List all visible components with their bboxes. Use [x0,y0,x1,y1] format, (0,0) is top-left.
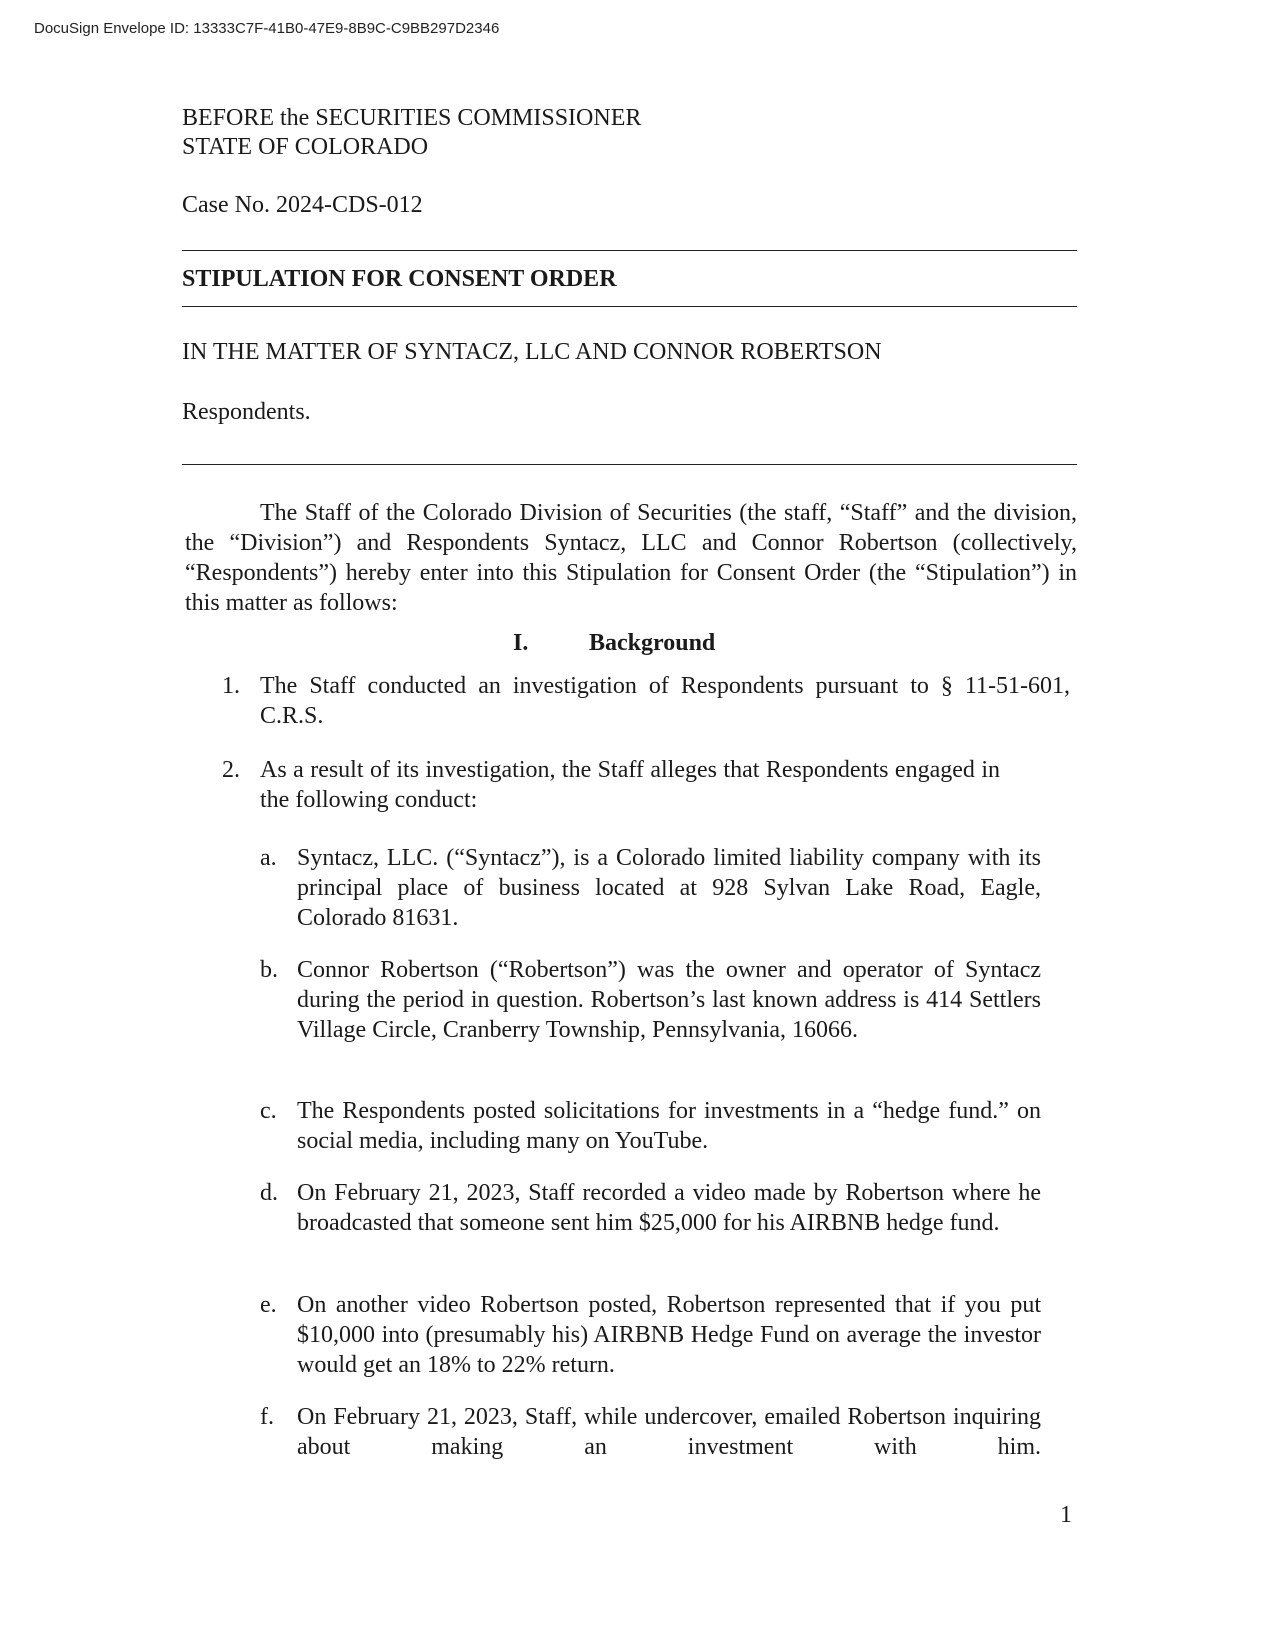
sub-list-item-text: Syntacz, LLC. (“Syntacz”), is a Colorado limited liability company with its principal place of business located at 928 Sylvan Lake Road, Eagle, Colorado 81631. [297,845,1041,931]
sub-list-item-marker: e. [260,1292,277,1318]
sub-list-item-marker: a. [260,845,277,871]
divider-top [182,250,1077,251]
list-item-marker: 1. [222,673,240,699]
respondents-label: Respondents. [182,399,311,425]
list-item-text: As a result of its investigation, the Staff alleges that Respondents engaged in the following conduct: [260,757,1000,813]
sub-list-item-text: On another video Robertson posted, Robertson represented that if you put $10,000 into (presumably his) AIRBNB Hedge Fund on average the investor would get an 18% to 22% return. [297,1292,1041,1378]
list-item-marker: 2. [222,757,240,783]
court-heading-line2: STATE OF COLORADO [182,134,429,160]
sub-list-item-marker: b. [260,957,278,983]
sub-list-item-text: On February 21, 2023, Staff, while undercover, emailed Robertson inquiring about making an investment with him. [297,1404,1041,1460]
docusign-envelope-id: DocuSign Envelope ID: 13333C7F-41B0-47E9-8B9C-C9BB297D2346 [34,20,500,37]
divider-caption [182,464,1077,465]
section-title: Background [589,630,716,656]
court-heading-line1: BEFORE the SECURITIES COMMISSIONER [182,105,642,131]
divider-title [182,306,1077,307]
matter-caption: IN THE MATTER OF SYNTACZ, LLC AND CONNOR ROBERTSON [182,339,882,365]
sub-list-item-marker: f. [260,1404,274,1430]
sub-list-item-text: On February 21, 2023, Staff recorded a video made by Robertson where he broadcasted that someone sent him $25,000 for his AIRBNB hedge fund. [297,1180,1041,1236]
document-title: STIPULATION FOR CONSENT ORDER [182,266,617,292]
sub-list-item-marker: d. [260,1180,278,1206]
sub-list-item-marker: c. [260,1098,277,1124]
intro-paragraph: The Staff of the Colorado Division of Securities (the staff, “Staff” and the division, the “Division”) and Respondents Syntacz, LLC and Connor Robertson (collectively, “Respondents”) hereby enter into this Stipulation for Consent Order (the “Stipulation”) in this matter as follows: [185,500,1077,616]
list-item-text: The Staff conducted an investigation of Respondents pursuant to § 11-51-601, C.R.S. [260,673,1070,729]
sub-list-item-text: Connor Robertson (“Robertson”) was the owner and operator of Syntacz during the period in question. Robertson’s last known address is 414 Settlers Village Circle, Cranberry Township, Pennsylvania, 16066. [297,957,1041,1043]
page-number: 1 [1060,1502,1072,1528]
case-number: Case No. 2024-CDS-012 [182,192,423,218]
section-number: I. [513,630,529,656]
sub-list-item-text: The Respondents posted solicitations for investments in a “hedge fund.” on social media, including many on YouTube. [297,1098,1041,1154]
